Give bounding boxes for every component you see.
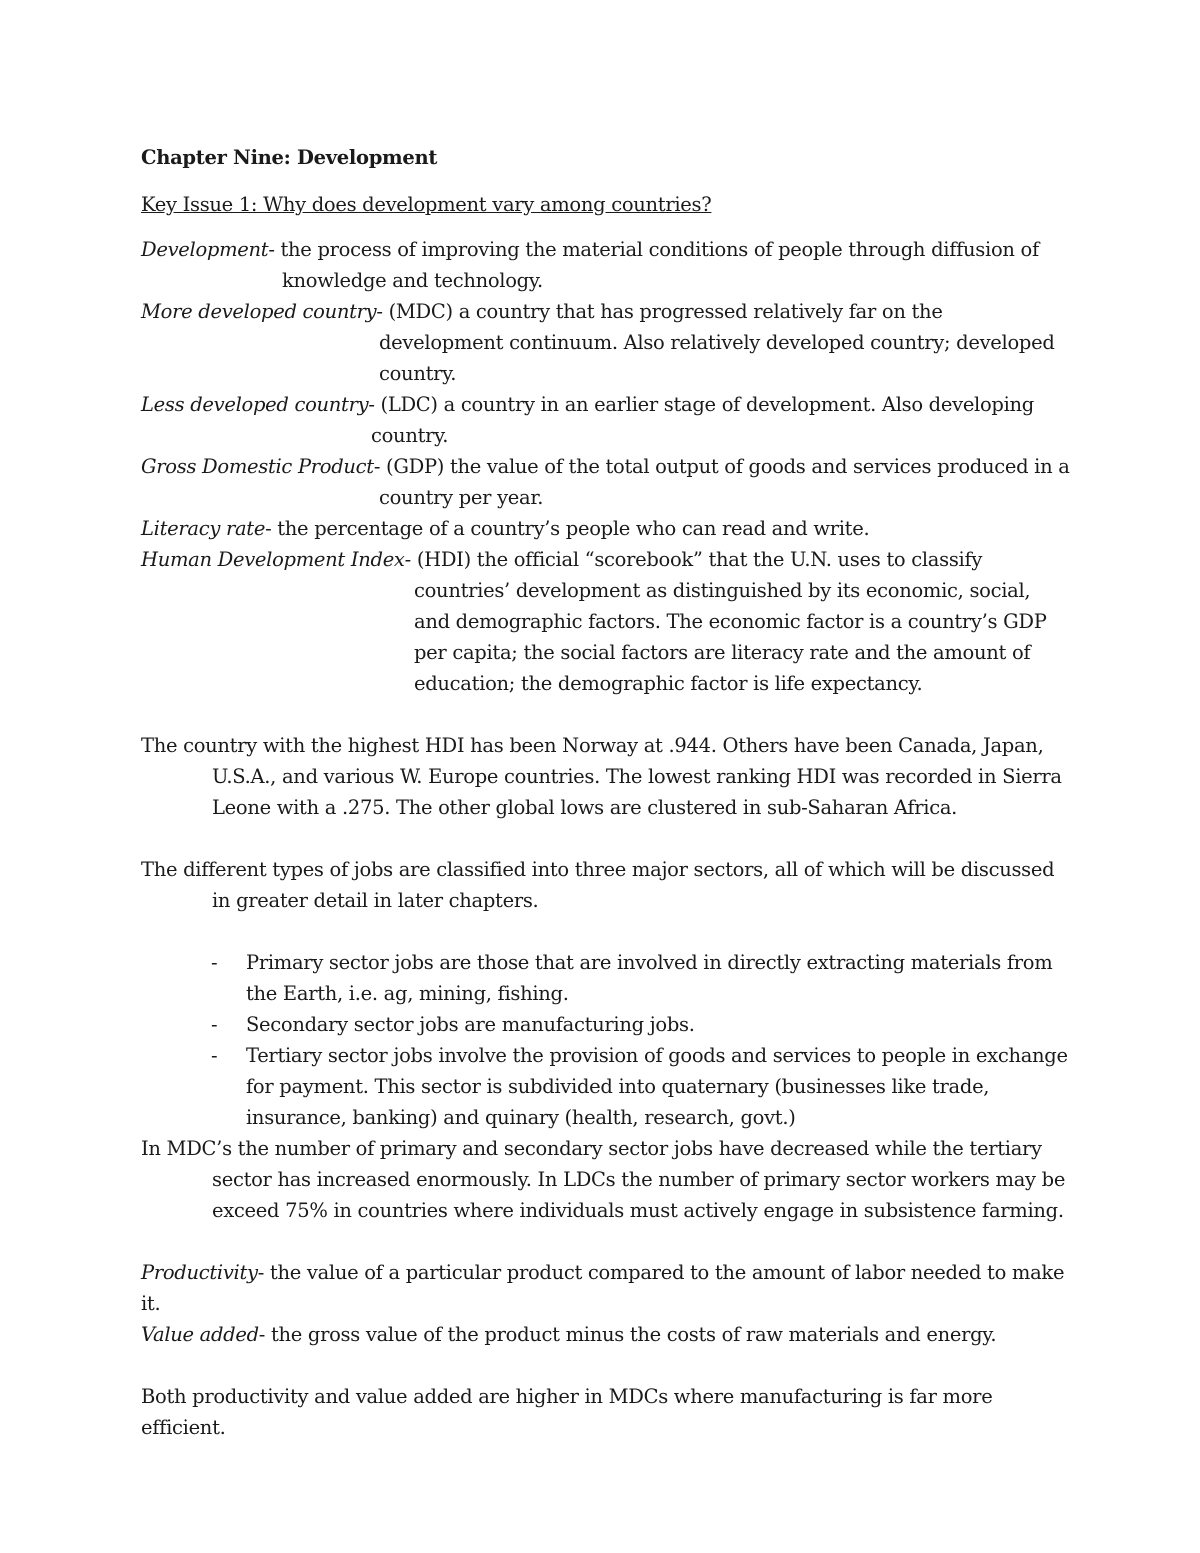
definition-text: - (MDC) a country that has progressed relatively far on the development continuum. Also relatively developed country; developed country. (376, 300, 1055, 385)
closing-paragraph: Both productivity and value added are higher in MDCs where manufacturing is far more efficient. (141, 1385, 993, 1439)
definition-literacy-rate (141, 513, 1071, 544)
list-item-text: Tertiary sector jobs involve the provision of goods and services to people in exchange for payment. This sector is subdivided into quaternary (businesses like trade, insurance, banking) and quinary (health, research, govt.) (246, 1044, 1068, 1129)
mdc-jobs-paragraph: In MDC’s the number of primary and secondary sector jobs have decreased while the tertiary sector has increased enormously. In LDCs the number of primary sector workers may be exceed 75% in countries where individuals must actively engage in subsistence farming. (141, 1137, 1066, 1222)
definition-term: Productivity (141, 1261, 258, 1284)
list-item (211, 947, 1071, 1009)
spacer (141, 916, 1071, 947)
definition-mdc (141, 296, 1071, 389)
definition-ldc (141, 389, 1071, 451)
spacer (141, 823, 1071, 854)
definition-productivity (141, 1257, 1071, 1319)
list-item (211, 1040, 1071, 1133)
definition-text: - the percentage of a country’s people who can read and write. (265, 517, 870, 540)
list-item-text: Secondary sector jobs are manufacturing jobs. (246, 1013, 695, 1036)
sectors-list (141, 947, 1071, 1133)
definition-value-added (141, 1319, 1071, 1350)
definition-text: - (GDP) the value of the total output of goods and services produced in a country per year. (373, 455, 1070, 509)
definition-term: Literacy rate (141, 517, 266, 540)
definition-term: Gross Domestic Product (141, 455, 374, 478)
definition-gdp (141, 451, 1071, 513)
spacer (141, 1350, 1071, 1381)
definition-text: - (HDI) the official “scorebook” that the U.N. uses to classify countries’ development as distinguished by its economic, social, and demographic factors. The economic factor is a country’s GDP per capita; the social factors are literacy rate and the amount of education; the demographic factor is life expectancy. (404, 548, 1047, 695)
definition-term: More developed country (141, 300, 377, 323)
definition-development (141, 234, 1071, 296)
definition-hdi (141, 544, 1071, 699)
document-page (141, 142, 1071, 1443)
definition-term: Value added (141, 1323, 259, 1346)
bullet-dash: - (211, 1013, 218, 1036)
definition-text: - (LDC) a country in an earlier stage of development. Also developing country. (368, 393, 1034, 447)
spacer (141, 699, 1071, 730)
definition-term: Less developed country (141, 393, 369, 416)
sectors-intro-paragraph: The different types of jobs are classified into three major sectors, all of which will be discussed in greater detail in later chapters. (141, 858, 1055, 912)
key-issue-heading: Key Issue 1: Why does development vary among countries? (141, 193, 712, 216)
definition-text: - the value of a particular product compared to the amount of labor needed to make it. (141, 1261, 1065, 1315)
hdi-paragraph: The country with the highest HDI has been Norway at .944. Others have been Canada, Japan, U.S.A., and various W. Europe countries. The lowest ranking HDI was recorded in Sierra Leone with a .275. The other global lows are clustered in sub-Saharan Africa. (141, 734, 1062, 819)
list-item (211, 1009, 1071, 1040)
bullet-dash: - (211, 951, 218, 974)
definition-text: - the process of improving the material conditions of people through diffusion of knowledge and technology. (268, 238, 1039, 292)
definition-text: - the gross value of the product minus the costs of raw materials and energy. (258, 1323, 997, 1346)
definition-term: Human Development Index (141, 548, 405, 571)
bullet-dash: - (211, 1044, 218, 1067)
chapter-title: Chapter Nine: Development (141, 146, 438, 169)
list-item-text: Primary sector jobs are those that are involved in directly extracting materials from the Earth, i.e. ag, mining, fishing. (246, 951, 1053, 1005)
spacer (141, 1226, 1071, 1257)
definition-term: Development (141, 238, 269, 261)
